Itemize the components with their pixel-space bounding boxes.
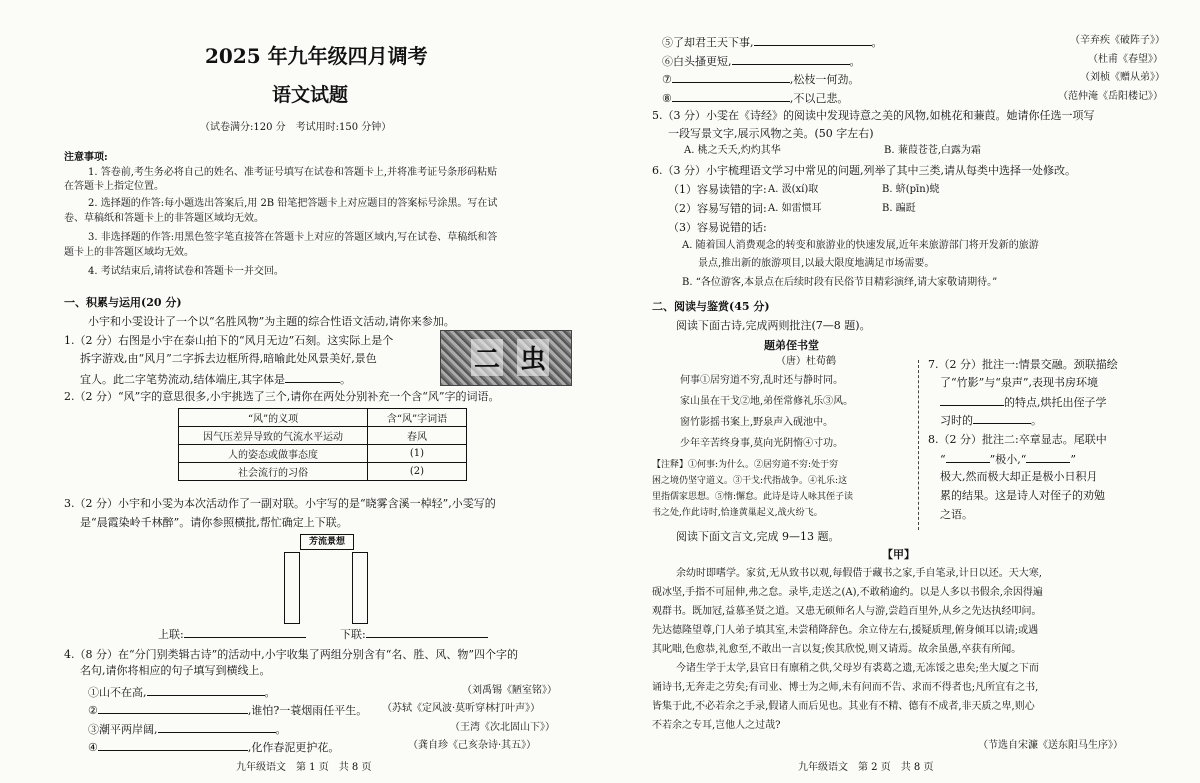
q6-1-option-a[interactable]: A. 汲(xí)取	[768, 184, 819, 195]
table-cell-answer[interactable]: (1)	[368, 445, 467, 463]
poem-blank[interactable]	[98, 739, 248, 751]
q8-line: 累的结果。这是诗人对侄子的劝勉	[940, 489, 1105, 502]
poem-blank[interactable]	[147, 684, 265, 696]
q7-text: 的特点,烘托出侄子学	[1004, 396, 1107, 409]
table-cell-answer[interactable]: (2)	[368, 463, 467, 481]
annotation-line: 里指儒家思想。⑤惰:懈怠。此诗是诗人咏其侄子读	[652, 492, 854, 502]
q6-1-option-b[interactable]: B. 蛴(pīn)蛲	[882, 184, 940, 195]
poem-blank[interactable]	[672, 90, 790, 102]
q1-answer-blank[interactable]	[285, 371, 340, 383]
poem-fill-item	[88, 739, 339, 754]
poem-pre: ②	[88, 704, 98, 717]
exam-meta: （试卷满分:120 分 考试用时:150 分钟）	[200, 122, 392, 133]
poem-pre: ⑧	[662, 92, 672, 105]
q8-line	[940, 451, 1076, 466]
q2-text: 2.（2 分）“风”字的意思很多,小宇挑选了三个,请你在两处分别补充一个含“风”字的词语。	[64, 390, 500, 403]
poem-pre: ⑥白头搔更短,	[662, 55, 732, 68]
poem-blank[interactable]	[158, 721, 276, 733]
q3-line: 3.（2 分）小宇和小雯为本次活动作了一副对联。小宇写的是“晓雾含溪一棹轻”,小雯写的	[64, 497, 496, 510]
poem-line: 少年辛苦终身事,莫向光阴惰④寸功。	[680, 438, 844, 449]
poem-line: 窗竹影摇书案上,野泉声入砚池中。	[680, 417, 834, 428]
q1-line: 1.（2 分）右图是小宇在泰山拍下的“风月无边”石刻。这实际上是个	[64, 334, 394, 347]
classical-line: 砚冰坚,手指不可屈伸,弗之怠。录毕,走送之(A),不敢稍逾约。以是人多以书假余,余因得遍	[652, 587, 1043, 598]
upper-couplet-label: 上联:	[158, 628, 184, 641]
upper-couplet-blank[interactable]	[184, 626, 306, 638]
table-cell: 人的姿态或做事态度	[179, 445, 368, 463]
note-line: 3. 非选择题的作答:用黑色签字笔直接答在答题卡上对应的答题区域内,写在试卷、草稿纸和答	[88, 232, 498, 243]
classical-line: 诵诗书,无奔走之劳矣;有司业、博士为之师,未有问而不告、求而不得者也;凡所宜有之书,	[652, 682, 1039, 693]
poem-title: 题弟侄书堂	[764, 339, 819, 352]
poem-post: 。	[849, 55, 861, 68]
q7-line: 7.（2 分）批注一:情景交融。颈联描绘	[928, 358, 1118, 371]
table-row	[179, 463, 467, 481]
q6-3-label: （3）容易说错的话:	[668, 221, 767, 234]
table-cell: 社会流行的习俗	[179, 463, 368, 481]
poem-source: （刘禹锡《陋室铭》）	[462, 685, 557, 696]
q8-blank[interactable]	[946, 451, 990, 463]
q8-blank[interactable]	[1026, 451, 1070, 463]
poem-pre: ③潮平两岸阔,	[88, 723, 158, 736]
stone-carving-image	[440, 330, 572, 386]
poem-post: ,化作春泥更护花。	[247, 741, 340, 754]
exam-subtitle: 语文试题	[272, 84, 349, 106]
stone-char: 虫	[517, 339, 549, 376]
column-divider	[918, 360, 919, 530]
poem-source: （龚自珍《己亥杂诗·其五》）	[408, 740, 537, 751]
poem-fill-item	[662, 90, 848, 105]
page-footer: 九年级语文 第 1 页 共 8 页	[236, 762, 372, 773]
classical-line: 皆集于此,不必若余之手录,假诸人而后见也。其业有不精、德有不成者,非天质之卑,则心	[652, 701, 1035, 712]
poem-fill-item	[662, 34, 883, 49]
poem-source: （辛弃疾《破阵子》）	[1070, 35, 1165, 46]
poem-post: 。	[264, 686, 276, 699]
poem-post: 。	[275, 723, 287, 736]
q8-text: ”极小,“	[989, 453, 1027, 466]
q7-text: 习时的	[940, 414, 973, 427]
poem-pre: ⑦	[662, 73, 672, 86]
q7-line: 习时的 。	[940, 414, 1042, 427]
notes-heading: 注意事项:	[64, 152, 108, 163]
q7-blank[interactable]	[973, 412, 1031, 424]
table-cell: 春风	[368, 427, 467, 445]
q3-line: 是“晨霞染岭千林醉”。请你参照横批,帮忙确定上下联。	[80, 516, 348, 529]
q8-text: “	[940, 453, 946, 466]
upper-couplet	[158, 626, 306, 641]
poem-pre: ④	[88, 741, 98, 754]
page-2	[600, 0, 1200, 783]
q1-line: 拆字游戏,由“风月”二字拆去边框所得,暗喻此处风景美好,景色	[80, 352, 377, 365]
q5-option-b[interactable]: B. 蒹葭苍苍,白露为霜	[884, 145, 981, 156]
note-line: 题卡上的非答题区域均无效。	[64, 247, 194, 258]
q6-2-option-a[interactable]: A. 如雷惯耳	[768, 203, 822, 214]
q6-3-option-a[interactable]: A. 随着国人消费观念的转变和旅游业的快速发展,近年来旅游部门将开发新的旅游	[682, 240, 1039, 251]
couplet-banner: 芳流景想	[300, 534, 354, 550]
table-cell: 因气压差异导致的气流水平运动	[179, 427, 368, 445]
annotation-line: 书之处,作此诗时,恰逢黄巢起义,战火纷飞。	[652, 508, 823, 518]
poem-fill-item	[88, 702, 367, 717]
q8-text: ”	[1070, 453, 1076, 466]
poem-source: （刘桢《赠从弟》）	[1080, 72, 1165, 83]
q8-line: 极大,然而极大却正是极小日积月	[940, 470, 1098, 483]
couplet-scroll-right	[352, 552, 368, 624]
note-line: 在答题卡上指定位置。	[64, 181, 164, 192]
poem-post: 。	[871, 36, 883, 49]
activity-intro: 小宇和小雯设计了一个以“名胜风物”为主题的综合性语文活动,请你来参加。	[88, 315, 455, 328]
table-row	[179, 427, 467, 445]
q4-line: 4.（8 分）在“分门别类辑古诗”的活动中,小宇收集了两组分别含有“名、胜、风、物”四个字的	[64, 648, 518, 661]
q5-line: 5.（3 分）小雯在《诗经》的阅读中发现诗意之美的风物,如桃花和蒹葭。她请你任选一项写	[652, 109, 1095, 122]
poem-line: 家山虽在干戈②地,弟侄常修礼乐③风。	[680, 396, 854, 407]
section-1-title: 一、积累与运用(20 分)	[64, 296, 182, 309]
q6-1-label: （1）容易读错的字:	[668, 183, 767, 196]
table-header: “风”的义项	[179, 409, 368, 427]
reading-intro: 阅读下面古诗,完成两则批注(7—8 题)。	[676, 319, 871, 332]
stone-char: 二	[471, 339, 503, 376]
note-line: 卷、草稿纸和答题卡上的非答题区域均无效。	[64, 213, 264, 224]
q7-line: 了“竹影”与“泉声”,表现书房环境	[940, 376, 1098, 389]
poem-source: （杜甫《春望》）	[1088, 54, 1163, 65]
q6-2-option-b[interactable]: B. 蹁跹	[882, 203, 916, 214]
poem-blank[interactable]	[732, 53, 850, 65]
poem-fill-item	[88, 684, 276, 699]
lower-couplet-blank[interactable]	[366, 626, 488, 638]
poem-blank[interactable]	[754, 34, 872, 46]
excerpt-source: （节选自宋濂《送东阳马生序》）	[978, 740, 1123, 751]
poem-blank[interactable]	[672, 71, 790, 83]
note-line: 2. 选择题的作答:每小题选出答案后,用 2B 铅笔把答题卡上对应题目的答案标号涂黑。写在试	[88, 198, 498, 209]
poem-fill-item	[662, 53, 861, 68]
q6-2-label: （2）容易写错的词:	[668, 202, 767, 215]
poem-fill-item	[662, 71, 859, 86]
wind-meaning-table	[178, 408, 467, 481]
q6-3-option-b[interactable]: B. “各位游客,本景点在后续时段有民俗节目精彩演绎,请大家敬请期待。”	[682, 277, 998, 288]
q5-option-a[interactable]: A. 桃之夭夭,灼灼其华	[684, 145, 781, 156]
note-line: 1. 答卷前,考生务必将自己的姓名、准考证号填写在试卷和答题卡上,并将准考证号条形码粘贴	[88, 167, 498, 178]
passage-label-jia: 【甲】	[882, 548, 915, 561]
reading-intro-2: 阅读下面文言文,完成 9—13 题。	[676, 530, 840, 543]
poem-line: 何事①居穷道不穷,乱时还与静时同。	[680, 375, 844, 386]
poem-source: （苏轼《定风波·莫听穿林打叶声》）	[382, 703, 541, 714]
poem-post: ,松枝一何劲。	[789, 73, 860, 86]
poem-pre: ①山不在高,	[88, 686, 147, 699]
table-row	[179, 445, 467, 463]
poem-source: （范仲淹《岳阳楼记》）	[1058, 91, 1163, 102]
poem-pre: ⑤了却君王天下事,	[662, 36, 754, 49]
classical-line: 其叱咄,色愈恭,礼愈至,不敢出一言以复;俟其欣悦,则又请焉。故余虽愚,卒获有所闻。	[652, 644, 1022, 655]
classical-line: 余幼时即嗜学。家贫,无从致书以观,每假借于藏书之家,手自笔录,计日以还。天大寒,	[676, 568, 1042, 579]
q6-text: 6.（3 分）小宇梳理语文学习中常见的问题,列举了其中三类,请从每类中选择一处修改。	[652, 164, 1076, 177]
page-footer: 九年级语文 第 2 页 共 8 页	[798, 762, 934, 773]
q8-line: 之语。	[940, 508, 973, 521]
q7-line	[940, 394, 1107, 409]
classical-line: 先达德隆望尊,门人弟子填其室,未尝稍降辞色。余立侍左右,援疑质理,俯身倾耳以请;或遇	[652, 625, 1039, 636]
poem-author: （唐）杜荀鹤	[776, 356, 836, 367]
note-line: 4. 考试结束后,请将试卷和答题卡一并交回。	[88, 266, 284, 277]
table-header: 含“风”字词语	[368, 409, 467, 427]
classical-line: 今诸生学于太学,县官日有廪稍之供,父母岁有裘葛之遗,无冻馁之患矣;坐大厦之下而	[676, 663, 1039, 674]
poem-source: （王湾《次北固山下》）	[450, 722, 555, 733]
poem-post: ,谁怕?一蓑烟雨任平生。	[247, 704, 368, 717]
q7-blank[interactable]	[940, 394, 1004, 406]
q1-line: 宜人。此二字笔势流动,结体端庄,其字体是 。	[80, 373, 351, 386]
couplet-scroll-left	[284, 552, 300, 624]
poem-fill-item	[88, 721, 287, 736]
lower-couplet-label: 下联:	[340, 628, 366, 641]
exam-title: 2025 年九年级四月调考	[205, 44, 428, 68]
q8-line: 8.（2 分）批注二:卒章显志。尾联中	[928, 433, 1107, 446]
poem-blank[interactable]	[98, 702, 248, 714]
classical-line: 不若余之专耳,岂他人之过哉?	[652, 720, 781, 731]
q6-3-option-a-cont: 景点,推出新的旅游项目,以最大限度地满足市场需要。	[698, 258, 935, 269]
q5-line: 一段写景文字,展示风物之美。(50 字左右)	[668, 127, 874, 140]
section-2-title: 二、阅读与鉴赏(45 分)	[652, 300, 770, 313]
annotation-line: 【注释】①何事:为什么。②居穷道不穷:处于穷	[652, 460, 839, 470]
q4-line: 名句,请你将相应的句子填写到横线上。	[80, 664, 271, 677]
q1-text: 宜人。此二字笔势流动,结体端庄,其字体是	[80, 373, 285, 386]
lower-couplet	[340, 626, 488, 641]
annotation-line: 困之境仍坚守道义。③干戈:代指战争。④礼乐:这	[652, 476, 848, 486]
classical-line: 观群书。既加冠,益慕圣贤之道。又患无硕师名人与游,尝趋百里外,从乡之先达执经叩问。	[652, 606, 1042, 617]
poem-post: ,不以己悲。	[789, 92, 849, 105]
